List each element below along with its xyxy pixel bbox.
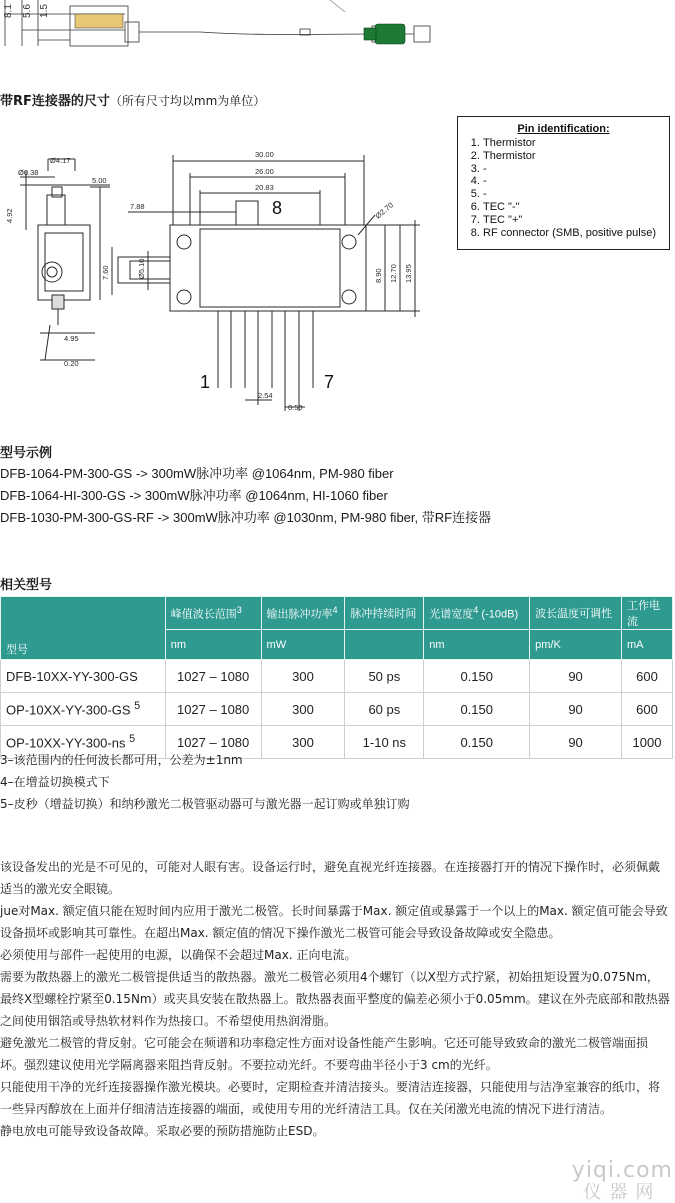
dim-8-1: 8.1 [3,4,14,18]
table-cell: 600 [622,660,673,693]
rf-section-subtitle: （所有尺寸均以mm为单位） [109,94,266,108]
warning-paragraph: 该设备发出的光是不可见的，可能对人眼有害。设备运行时，避免直视光纤连接器。在连接器打开的情况下操作时，必须佩戴适当的激光安全眼镜。 [0,860,661,896]
pin-identification-box [457,116,670,250]
warning-paragraph: 静电放电可能导致设备故障。采取必要的预防措施防止ESD。 [0,1124,325,1138]
model-cell: DFB-10XX-YY-300-GS [1,660,166,693]
unit-cell: nm [424,630,530,660]
warning-paragraph: 避免激光二极管的背反射。它可能会在频谱和功率稳定性方面对设备性能产生影响。它还可能导致致命的激光二极管端面损坏。强烈建议使用光学隔离器来阻挡背反射。不要拉动光纤。不要弯曲半径小于3 cm的光纤。 [0,1036,649,1072]
col-header-spectral-width: 光谱宽度$^4$ (-10dB) [424,597,530,630]
table-cell: 1027 – 1080 [165,660,261,693]
pin-identification-title: Pin identification: [517,123,610,135]
col-header-tunability: 波长温度可调性 [530,597,622,630]
dim-4-17: Ø4.17 [50,156,71,165]
col-header-model: 型号 [1,597,166,660]
examples-list [0,463,491,529]
table-header-row [1,597,673,630]
col-header-current: 工作电流 [622,597,673,630]
col-header-wavelength: 峰值波长范围$^3$ [165,597,261,630]
pin-item: 8. RF connector (SMB, positive pulse) [483,227,669,240]
related-models-table [0,596,673,759]
example-line: DFB-1030-PM-300-GS-RF -> 300mW脉冲功率 @1030nm, PM-980 fiber, 带RF连接器 [0,510,492,525]
dim-0-38: Ø0.38 [18,168,39,177]
examples-title: 型号示例 [0,446,53,461]
table-cell: 600 [622,693,673,726]
watermark [572,1160,673,1202]
dim-20-83: 20.83 [255,183,274,192]
table-row [1,693,673,726]
table-cell: 1027 – 1080 [165,693,261,726]
footnote: 4–在增益切换模式下 [0,775,110,789]
table-row [1,660,673,693]
table-cell: 90 [530,726,622,759]
footnote: 3–该范围内的任何波长都可用，公差为±1nm [0,753,243,767]
pin-label-7: 7 [324,372,335,392]
footnote: 5–皮秒（增益切换）和纳秒激光二极管驱动器可与激光器一起订购或单独订购 [0,797,410,811]
warning-paragraph: 必须使用与部件一起使用的电源，以确保不会超过Max. 正向电流。 [0,948,357,962]
unit-cell: mW [261,630,345,660]
warning-paragraph: 需要为散热器上的激光二极管提供适当的散热器。激光二极管必须用4个螺钉（以X型方式拧紧，初始扭矩设置为0.075Nm，最终X型螺栓拧紧至0.15Nm）或夹具安装在散热器上。散热器表面平整度的偏差必须小于0.05mm。建议在外壳底部和散热器之间使用铟箔或导热软材料作为热接口。不希望使用热润滑脂。 [0,970,670,1028]
table-cell: 50 ps [345,660,424,693]
dim-0-50: 0.50 [288,403,303,412]
dim-7-60: 7.60 [101,265,110,280]
pin-item: 1. Thermistor [483,137,669,150]
dim-5-6: 5.6 [22,4,33,18]
unit-cell: mA [622,630,673,660]
col-header-power: 输出脉冲功率$^4$ [261,597,345,630]
table-cell: 0.150 [424,693,530,726]
dim-4-92: 4.92 [5,208,14,223]
dim-5-00: 5.00 [92,176,107,185]
col-header-duration: 脉冲持续时间 [345,597,424,630]
rf-pin-label-8: 8 [272,198,283,218]
footnotes [0,749,410,815]
top-dims [3,4,50,18]
pin-item: 2. Thermistor [483,150,669,163]
model-cell: OP-10XX-YY-300-GS $^5$ [1,693,166,726]
dim-0-20: 0.20 [64,359,79,368]
dim-2-70: Ø2.70 [373,200,395,221]
table-cell: 0.150 [424,660,530,693]
table-cell: 0.150 [424,726,530,759]
warning-paragraph: jue对Max. 额定值只能在短时间内应用于激光二极管。长时间暴露于Max. 额定值或暴露于一个以上的Max. 额定值可能会导致设备损坏或影响其可靠性。在超出Max. 额定值的情况下操作激光二极管可能会导致设备故障或安全隐患。 [0,904,668,940]
table-cell: 1000 [622,726,673,759]
table-cell: 1-10 ns [345,726,424,759]
watermark-cn: 仪器网 [583,1182,662,1203]
pin-item: 5. - [483,188,669,201]
pin-item: 4. - [483,175,669,188]
table-cell: 1027 – 1080 [165,726,261,759]
example-line: DFB-1064-PM-300-GS -> 300mW脉冲功率 @1064nm, PM-980 fiber [0,466,394,481]
dim-4-95: 4.95 [64,334,79,343]
table-cell: 90 [530,660,622,693]
rf-section-title: 带RF连接器的尺寸 [0,94,110,109]
pin-label-1: 1 [200,372,211,392]
dimension-drawing [0,145,455,415]
watermark-domain: yiqi.com [571,1158,673,1183]
pin-item: 7. TEC "+" [483,214,669,227]
safety-warnings [0,856,670,1142]
pin-item: 3. - [483,163,669,176]
unit-cell [345,630,424,660]
warning-paragraph: 只能使用干净的光纤连接器操作激光模块。必要时，定期检查并清洁接头。要清洁连接器，只能使用与洁净室兼容的纸巾，将一些异丙醇放在上面并仔细清洁连接器的端面，或使用专用的光纤清洁工具。仅在关闭激光电流的情况下进行清洁。 [0,1080,661,1116]
top-drawing [0,0,460,56]
dim-7-88: 7.88 [130,202,145,211]
model-cell: OP-10XX-YY-300-ns $^5$ [1,726,166,759]
dim-8-90: 8.90 [374,268,383,283]
dim-12-70: 12.70 [389,264,398,283]
dim-13-95: 13.95 [404,264,413,283]
table-cell: 300 [261,693,345,726]
dim-1-5: 1.5 [39,4,50,18]
table-cell: 60 ps [345,693,424,726]
dim-2-54: 2.54 [258,391,273,400]
dim-5-10: Ø5.10 [137,258,146,279]
example-line: DFB-1064-HI-300-GS -> 300mW脉冲功率 @1064nm, HI-1060 fiber [0,488,388,503]
pin-item: 6. TEC "-" [483,201,669,214]
pin-list [458,137,669,239]
table-cell: 90 [530,693,622,726]
related-title: 相关型号 [0,578,53,593]
dim-26-00: 26.00 [255,167,274,176]
rf-section-heading [0,90,265,109]
table-cell: 300 [261,660,345,693]
table-cell: 300 [261,726,345,759]
unit-cell: nm [165,630,261,660]
unit-cell: pm/K [530,630,622,660]
dim-30-00: 30.00 [255,150,274,159]
